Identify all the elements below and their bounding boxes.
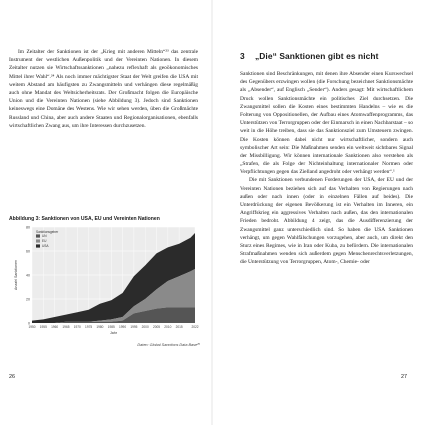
- y-tick-label: 40: [26, 273, 30, 278]
- sanctions-chart: [8, 223, 203, 336]
- legend-label: USA: [42, 244, 49, 248]
- figure-title: Abbildung 3: Sanktionen von USA, EU und Vereinten Nationen: [9, 216, 160, 222]
- x-tick-label: 2015: [175, 325, 183, 329]
- x-tick-label: 1950: [28, 325, 36, 329]
- x-tick-label: 1955: [39, 325, 47, 329]
- y-tick-label: 0: [28, 321, 30, 326]
- y-tick-label: 60: [26, 249, 30, 254]
- right-paragraph: Sanktionen sind Beschränkungen, mit denen ihre Absender einen Kurswechsel des Gegenübers erzwingen wollen (die Forschung bezeichnet Sanktionsmächte als „Absender“, auf Englisch „Sender“). Anders gesagt: Mit wirtschaftlichem Druck wollen Sanktionsmächte ein politisches Ziel durchsetzen. Die Zwangsmittel sollen die Kosten eines bestimmten Handelns – wie es die Folterung von Oppositionellen, der Aufbau eines Atomwaffenprogramms, das Unterstützen von Terrorgruppen oder der Einmarsch in einen Nachbarstaat – so weit in die Höhe treiben, dass sie das Sanktionsziel zum Umsteuern zwingen. Die Kosten können dabei nicht nur wirtschaftlicher, sondern auch symbolischer Art sein: Die Maßnahmen senden ein weltweit sichtbares Signal der Missbilligung. Wir können internationale Sanktionen also verstehen als „Strafen, die als Folge der Nichteinhaltung internationaler Normen oder Verpflichtungen gegen das Zielland angedroht oder verhängt werden“.¹: [240, 71, 413, 176]
- page-number-left: 26: [9, 374, 15, 380]
- section-title: „Die“ Sanktionen gibt es nicht: [255, 51, 379, 61]
- figure-source: Daten: Global Sanctions Data Base²⁵: [137, 343, 200, 347]
- right-page: [213, 0, 425, 425]
- legend-title: Sanktionsgeber: [36, 230, 59, 234]
- x-tick-label: 1990: [119, 325, 127, 329]
- x-tick-label: 1965: [62, 325, 70, 329]
- legend-label: EU: [42, 239, 47, 243]
- page-number-right: 27: [401, 374, 407, 380]
- x-tick-label: 2010: [164, 325, 172, 329]
- x-tick-label: 1970: [73, 325, 81, 329]
- right-paragraph: Die mit Sanktionen verbundenen Forderungen der USA, der EU und der Vereinten Nationen beziehen sich auf das Verhalten von Regierungen nach außen oder nach innen (oder in einzelnen Fällen auf beides). Die Unterdrückung der eigenen Bevölkerung ist ein Verhalten im Inneren, ein Angriffskrieg ein aggressives Verhalten nach außen, das den internationalen Frieden bedroht. Abbildung 4 zeigt, das die Ausdifferenzierung der Zwangsmittel ganz unterschiedlich sind. So haben die USA Sanktionen verhängt, um gegen Wahlfälschungen vorzugehen, aber auch, um direkt den Sturz eines Regimes, wie in Iran oder Kuba, zu befördern. Die internationalen Strafmaßnahmen wenden sich außerdem gegen Menschenrechtsverletzungen, die Unterstützung von Terrorgruppen, Atom-, Chemie- oder: [240, 177, 413, 266]
- x-tick-label: 2022: [191, 325, 199, 329]
- y-axis-label: Anzahl Sanktionen: [14, 260, 18, 290]
- y-tick-label: 80: [26, 225, 30, 230]
- left-page: [0, 0, 212, 425]
- x-tick-label: 1985: [107, 325, 115, 329]
- left-body-text: [9, 48, 198, 130]
- right-body-text: [240, 70, 413, 267]
- left-paragraph: Im Zeitalter der Sanktionen ist der „Krieg mit anderen Mitteln“²³ das zentrale Instrument der westlichen Außenpolitik und der Vereinten Nationen. In diesem Zeitalter nutzen sie Wirtschaftssanktionen „nahezu reflexhaft als geoökonomisches Mittel ihrer Wahl“.²⁴ Als noch immer mächtigster Staat der Welt greifen die USA mit weitem Abstand am häufigsten zu Zwangsmitteln und verhängen diese regelmäßig auch ohne Mandat des Weltsicherheitsrats. Der Großmacht folgen die Europäische Union und die Vereinten Nationen (siehe Abbildung 3). Jedoch sind Sanktionen keineswegs eine Domäne des Westens. Wie wir sehen werden, üben die Großmächte Russland und China, aber auch andere Staaten und Regionalorganisationen, ebenfalls wirtschaftlichen Zwang aus, um ihre Interessen durchzusetzen.: [9, 49, 198, 129]
- x-tick-label: 1960: [51, 325, 59, 329]
- x-tick-label: 2000: [141, 325, 149, 329]
- x-axis-label: Jahr: [110, 331, 117, 335]
- y-tick-label: 20: [26, 297, 30, 302]
- section-heading: [240, 51, 379, 61]
- legend-swatch: [36, 239, 40, 242]
- legend-swatch: [36, 244, 40, 247]
- legend-swatch: [36, 234, 40, 237]
- legend-label: UN: [42, 234, 47, 238]
- x-tick-label: 2005: [152, 325, 161, 329]
- x-tick-label: 1975: [85, 325, 93, 329]
- x-tick-label: 1980: [96, 325, 104, 329]
- x-tick-label: 1995: [130, 325, 138, 329]
- section-number: 3: [240, 51, 245, 61]
